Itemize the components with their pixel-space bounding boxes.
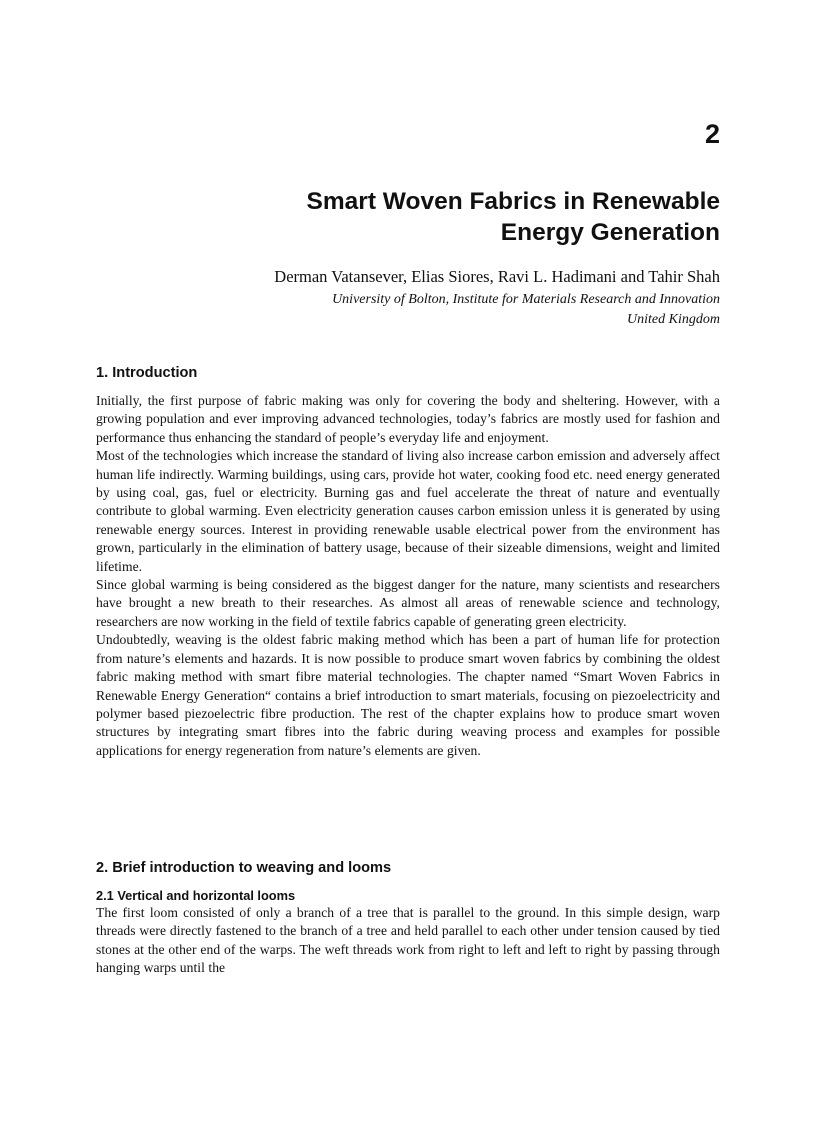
paragraph: Undoubtedly, weaving is the oldest fabric making method which has been a part of human life for protection from nature’s elements and hazards. It is now possible to produce smart woven fabrics by combining the oldest fabric making method with smart fibre material technologies. The chapter named “Smart Woven Fabrics in Renewable Energy Generation“ contains a brief introduction to smart materials, focusing on piezoelectricity and polymer based piezoelectric fibre production. The rest of the chapter explains how to produce smart woven structures by integrating smart fibres into the fabric during weaving process and examples for possible applications for energy regeneration from nature’s elements are given. bbox=[96, 632, 720, 758]
section-weaving bbox=[96, 858, 720, 978]
author-list: Derman Vatansever, Elias Siores, Ravi L. Hadimani and Tahir Shah bbox=[274, 267, 720, 286]
section-heading: 2. Brief introduction to weaving and looms bbox=[96, 860, 392, 876]
chapter-title bbox=[96, 186, 720, 248]
section-introduction bbox=[96, 363, 720, 760]
paragraph: Initially, the first purpose of fabric making was only for covering the body and sheltering. However, with a growing population and ever improving advanced technologies, today’s fabrics are mostly used for fashion and performance thus enhancing the standard of people’s everyday life and enjoyment. bbox=[96, 393, 720, 445]
affiliation-line: University of Bolton, Institute for Materials Research and Innovation bbox=[332, 292, 720, 307]
document-page bbox=[96, 0, 720, 1123]
paragraph: The first loom consisted of only a branch of a tree that is parallel to the ground. In this simple design, warp threads were directly fastened to the branch of a tree and held parallel to each other under tension caused by tied stones at the other end of the warps. The weft threads work from right to left and left to right by passing through hanging warps until the bbox=[96, 905, 720, 976]
affiliation bbox=[96, 290, 720, 330]
paragraph: Since global warming is being considered as the biggest danger for the nature, many scientists and researchers have brought a new breath to their researches. As almost all areas of renewable science and technology, researchers are now working in the field of textile fabrics capable of generating green electricity. bbox=[96, 577, 720, 629]
chapter-title-line: Smart Woven Fabrics in Renewable bbox=[306, 188, 720, 215]
chapter-number: 2 bbox=[704, 119, 720, 149]
affiliation-line: United Kingdom bbox=[627, 312, 720, 327]
subsection-heading: 2.1 Vertical and horizontal looms bbox=[96, 888, 296, 903]
chapter-title-line: Energy Generation bbox=[500, 219, 720, 246]
section-heading: 1. Introduction bbox=[96, 365, 198, 381]
paragraph: Most of the technologies which increase the standard of living also increase carbon emission and adversely affect human life indirectly. Warming buildings, using cars, provide hot water, cooking food etc. need energy generated by using coal, gas, fuel or electricity. Burning gas and fuel accelerate the threat of nature and eventually contribute to global warming. Even electricity generation causes carbon emission unless it is generated by using renewable energy sources. Interest in providing renewable usable electrical power from the environment has grown, particularly in the elimination of battery usage, because of their sizeable dimensions, weight and limited lifetime. bbox=[96, 448, 720, 574]
